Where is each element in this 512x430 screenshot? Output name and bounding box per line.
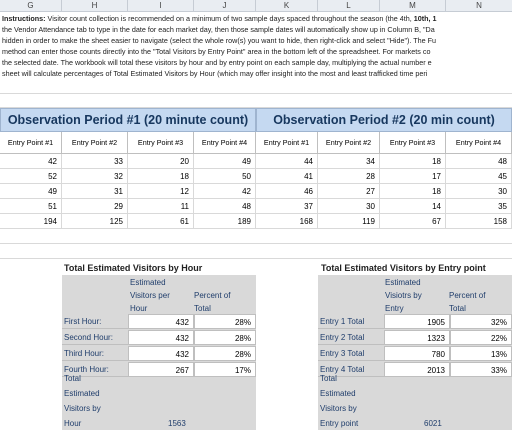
- instructions-line-4[interactable]: method can enter those counts directly into the "Total Visitors by Entry Point" area in the bottom left of the spreadsheet. For markets co: [2, 47, 431, 56]
- instructions-label: Instructions:: [2, 14, 46, 23]
- percent-cell[interactable]: 28%: [194, 330, 256, 345]
- instructions-bold-dates: 10th, 1: [413, 14, 437, 23]
- value-cell[interactable]: 432: [128, 330, 194, 345]
- value-cell[interactable]: 432: [128, 346, 194, 361]
- empty-row[interactable]: [0, 94, 512, 108]
- cell[interactable]: 46: [256, 184, 318, 199]
- cell[interactable]: 35: [446, 199, 512, 214]
- obs2-entry-point-4[interactable]: Entry Point #4: [446, 132, 512, 154]
- cell[interactable]: 37: [256, 199, 318, 214]
- by-entry-title[interactable]: Total Estimated Visitors by Entry point: [321, 263, 486, 273]
- obs2-entry-point-3[interactable]: Entry Point #3: [380, 132, 446, 154]
- header-line: Entry: [385, 304, 404, 313]
- cell[interactable]: 30: [446, 184, 512, 199]
- by_hour-row: [62, 346, 256, 361]
- percent-cell[interactable]: 17%: [194, 362, 256, 377]
- empty-row[interactable]: [0, 244, 512, 259]
- percent-cell[interactable]: 32%: [450, 314, 512, 329]
- row-label[interactable]: Entry 3 Total: [318, 346, 384, 361]
- cell[interactable]: 189: [194, 214, 256, 229]
- by-hour-total-value[interactable]: 1563: [168, 419, 186, 428]
- by_hour-row: [62, 314, 256, 329]
- obs2-title[interactable]: Observation Period #2 (20 min count): [256, 108, 512, 132]
- cell[interactable]: 51: [0, 199, 62, 214]
- instructions-line-1[interactable]: [2, 13, 512, 24]
- value-cell[interactable]: 2013: [384, 362, 450, 377]
- obs2-data-row: [256, 154, 512, 169]
- cell[interactable]: 49: [0, 184, 62, 199]
- total-label-line: Entry point: [320, 419, 359, 428]
- obs2-data-row: [256, 184, 512, 199]
- header-line: Total: [194, 304, 211, 313]
- percent-cell[interactable]: 22%: [450, 330, 512, 345]
- cell[interactable]: 158: [446, 214, 512, 229]
- cell[interactable]: 34: [318, 154, 380, 169]
- column-header-i[interactable]: I: [128, 0, 194, 12]
- row-label[interactable]: Entry 2 Total: [318, 330, 384, 345]
- cell[interactable]: 30: [318, 199, 380, 214]
- obs1-data-row: [0, 199, 256, 214]
- empty-row[interactable]: [0, 80, 512, 94]
- cell[interactable]: 11: [128, 199, 194, 214]
- cell[interactable]: 41: [256, 169, 318, 184]
- total-label-line: Estimated: [64, 389, 100, 398]
- percent-cell[interactable]: 28%: [194, 314, 256, 329]
- percent-cell[interactable]: 33%: [450, 362, 512, 377]
- cell[interactable]: 18: [128, 169, 194, 184]
- instructions-line-2[interactable]: the Vendor Attendance tab to type in the date for each market day, then those sample dates will automatically show up in Column B, "Da: [2, 25, 435, 34]
- total-label-line: Total: [320, 374, 337, 383]
- obs1-entry-point-1[interactable]: Entry Point #1: [0, 132, 62, 154]
- column-header-g[interactable]: G: [0, 0, 62, 12]
- instructions-line-5[interactable]: the selected date. The workbook will total these visitors by hour and by entry point on each sample day, multiplying the actual number e: [2, 58, 432, 67]
- by-hour-col-percent[interactable]: [194, 289, 230, 315]
- column-header-n[interactable]: N: [476, 1, 482, 10]
- total-label-line: Estimated: [320, 389, 356, 398]
- column-header-j[interactable]: J: [194, 0, 256, 12]
- obs1-entry-header-row: [0, 132, 256, 154]
- value-cell[interactable]: 1323: [384, 330, 450, 345]
- header-line: Percent of: [449, 291, 486, 300]
- cell[interactable]: 45: [446, 169, 512, 184]
- header-line: Visiotrs by: [385, 291, 422, 300]
- obs1-data-row: [0, 184, 256, 199]
- obs1-total-row: [0, 214, 256, 229]
- by-entry-col-percent[interactable]: [449, 289, 485, 315]
- cell[interactable]: 29: [62, 199, 128, 214]
- obs2-total-row: [256, 214, 512, 229]
- total-label-line: Visitors by: [64, 404, 101, 413]
- row-label[interactable]: Fourth Hour:: [62, 362, 128, 377]
- cell[interactable]: 44: [256, 154, 318, 169]
- by_hour-row: [62, 330, 256, 345]
- obs2-data-row: [256, 199, 512, 214]
- header-line: Percent of: [194, 291, 231, 300]
- cell[interactable]: 48: [446, 154, 512, 169]
- cell[interactable]: 61: [128, 214, 194, 229]
- instructions-block: [2, 13, 512, 79]
- by-entry-col-estimated[interactable]: [385, 276, 422, 315]
- by_entry-row: [318, 346, 512, 361]
- cell[interactable]: 14: [380, 199, 446, 214]
- value-cell[interactable]: 780: [384, 346, 450, 361]
- cell[interactable]: 28: [318, 169, 380, 184]
- percent-cell[interactable]: 28%: [194, 346, 256, 361]
- cell[interactable]: 12: [128, 184, 194, 199]
- by-hour-title[interactable]: Total Estimated Visitors by Hour: [64, 263, 203, 273]
- column-header-h[interactable]: H: [62, 0, 128, 12]
- cell[interactable]: 18: [380, 184, 446, 199]
- obs1-data-row: [0, 169, 256, 184]
- cell[interactable]: 119: [318, 214, 380, 229]
- cell[interactable]: 42: [194, 184, 256, 199]
- obs1-entry-point-4[interactable]: Entry Point #4: [194, 132, 256, 154]
- obs2-entry-header-row: [256, 132, 512, 154]
- percent-cell[interactable]: 13%: [450, 346, 512, 361]
- cell[interactable]: 49: [194, 154, 256, 169]
- by-entry-total-label: [318, 371, 358, 430]
- column-header-m[interactable]: M: [380, 0, 446, 12]
- total-label-line: Hour: [64, 419, 82, 428]
- cell[interactable]: 17: [380, 169, 446, 184]
- total-label-line: Visitors by: [320, 404, 357, 413]
- row-label[interactable]: Entry 4 Total: [318, 362, 384, 377]
- column-header-k[interactable]: K: [256, 0, 318, 12]
- by-hour-total-label: [62, 371, 101, 430]
- obs2-entry-point-1[interactable]: Entry Point #1: [256, 132, 318, 154]
- row-label[interactable]: Third Hour:: [62, 346, 128, 361]
- cell[interactable]: 18: [380, 154, 446, 169]
- value-cell[interactable]: 1905: [384, 314, 450, 329]
- column-header-bar: [0, 0, 512, 12]
- cell[interactable]: 32: [62, 169, 128, 184]
- empty-row[interactable]: [0, 229, 512, 244]
- obs1-title[interactable]: Observation Period #1 (20 minute count): [0, 108, 256, 132]
- value-cell[interactable]: 267: [128, 362, 194, 377]
- by-hour-col-estimated[interactable]: [130, 276, 170, 315]
- cell[interactable]: 27: [318, 184, 380, 199]
- instructions-text-1: Visitor count collection is recommended on a minimum of two sample days spaced throughout the season (the 4th,: [45, 14, 414, 23]
- cell[interactable]: 67: [380, 214, 446, 229]
- cell[interactable]: 168: [256, 214, 318, 229]
- row-label[interactable]: First Hour:: [62, 314, 128, 329]
- value-cell[interactable]: 432: [128, 314, 194, 329]
- obs1-data-row: [0, 154, 256, 169]
- obs1-entry-point-2[interactable]: Entry Point #2: [62, 132, 128, 154]
- by_entry-row: [318, 330, 512, 345]
- obs1-entry-point-3[interactable]: Entry Point #3: [128, 132, 194, 154]
- cell[interactable]: 50: [194, 169, 256, 184]
- header-line: Hour: [130, 304, 148, 313]
- cell[interactable]: 125: [62, 214, 128, 229]
- obs2-entry-point-2[interactable]: Entry Point #2: [318, 132, 380, 154]
- cell[interactable]: 194: [0, 214, 62, 229]
- cell[interactable]: 48: [194, 199, 256, 214]
- instructions-line-3[interactable]: hidden in order to make the sheet easier to navigate (select the whole row(s) you want to hide, then right-click and select "Hide"). The Fu: [2, 36, 437, 45]
- cell[interactable]: 20: [128, 154, 194, 169]
- row-label[interactable]: Second Hour:: [62, 330, 128, 345]
- header-line: Estimated: [385, 278, 421, 287]
- instructions-line-6[interactable]: sheet will calculate percentages of Total Estimated Visitors by Hour (which may offer insight into the most and least trafficked time peri: [2, 69, 428, 78]
- cell[interactable]: 52: [0, 169, 62, 184]
- total-label-line: Total: [64, 374, 81, 383]
- obs2-data-row: [256, 169, 512, 184]
- by_entry-row: [318, 314, 512, 329]
- cell[interactable]: 31: [62, 184, 128, 199]
- header-line: Total: [449, 304, 466, 313]
- cell[interactable]: 33: [62, 154, 128, 169]
- cell[interactable]: 42: [0, 154, 62, 169]
- row-label[interactable]: Entry 1 Total: [318, 314, 384, 329]
- header-line: Visitors per: [130, 291, 170, 300]
- by-entry-total-value[interactable]: 6021: [424, 419, 442, 428]
- header-line: Estimated: [130, 278, 166, 287]
- column-header-l[interactable]: L: [318, 0, 380, 12]
